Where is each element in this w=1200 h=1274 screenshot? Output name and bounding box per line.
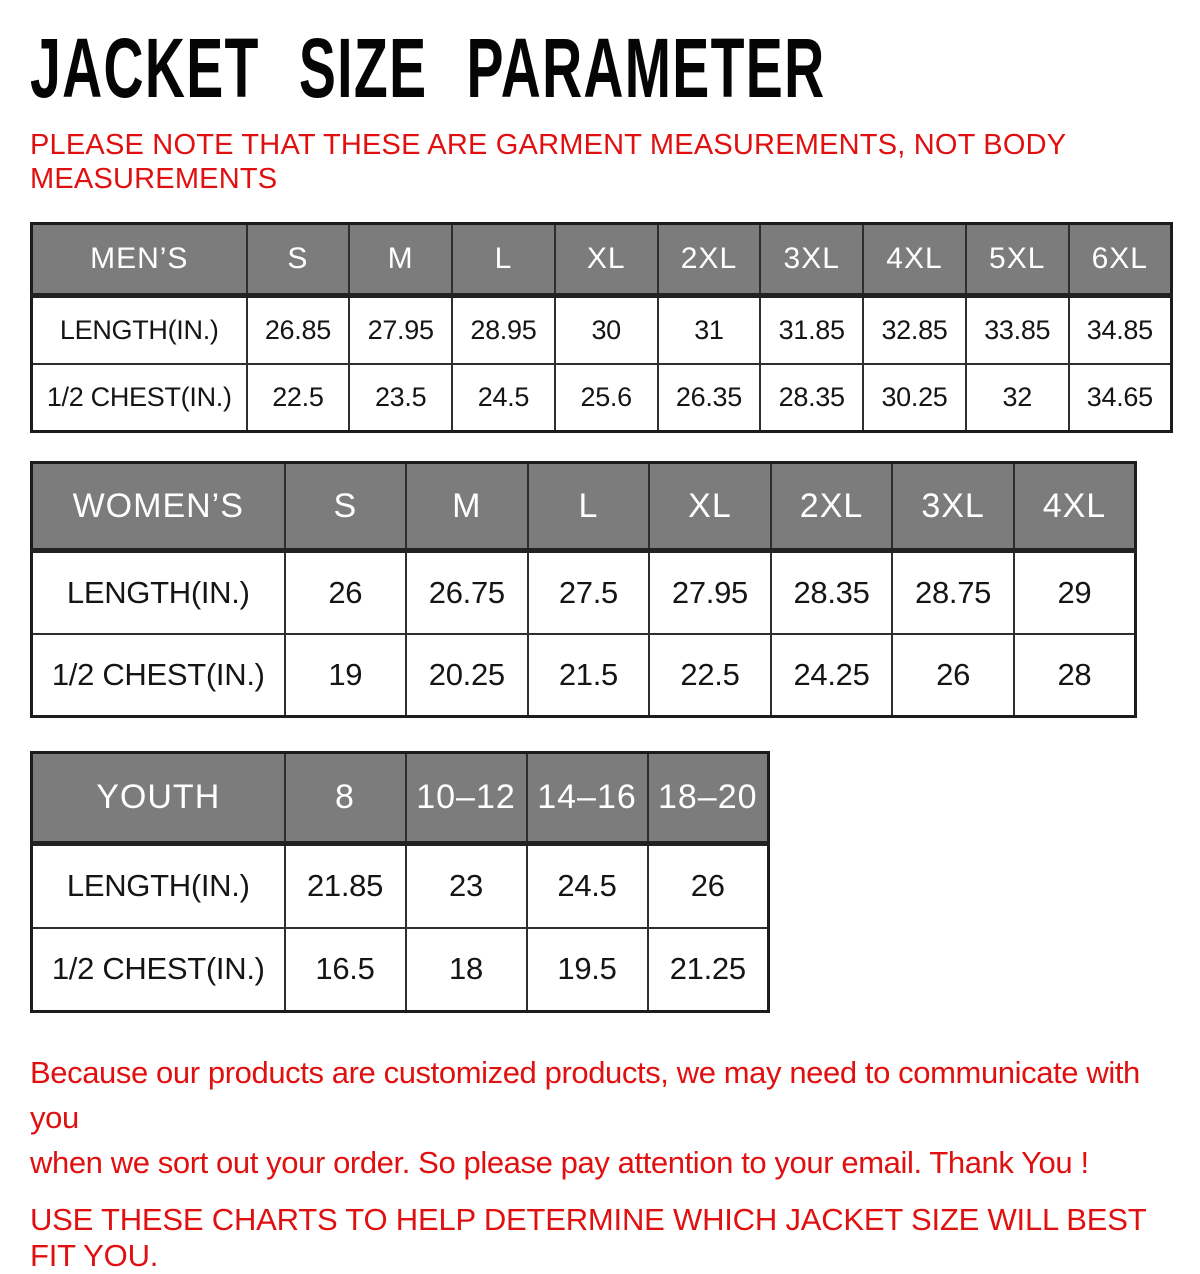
size-value-cell: 28.35	[760, 364, 863, 432]
size-header-cell: 4XL	[863, 224, 966, 296]
size-header-cell: L	[528, 463, 650, 551]
size-value-cell: 18	[406, 928, 527, 1012]
group-header-cell: YOUTH	[32, 753, 285, 844]
row-label: 1/2 CHEST(IN.)	[32, 928, 285, 1012]
size-value-cell: 32.85	[863, 296, 966, 364]
size-value-cell: 27.95	[649, 551, 771, 634]
table-row	[32, 364, 1172, 432]
customization-notice-line-1: Because our products are customized products, we may need to communicate with you	[30, 1055, 1140, 1135]
size-header-cell: 2XL	[658, 224, 761, 296]
note-line-2: MEASUREMENTS	[30, 163, 278, 195]
size-value-cell: 26	[285, 551, 407, 634]
womens-size-table	[30, 461, 1137, 718]
size-value-cell: 21.5	[528, 634, 650, 717]
customization-notice	[30, 1050, 1173, 1185]
row-label: LENGTH(IN.)	[32, 844, 285, 928]
header-row	[32, 224, 1172, 296]
size-value-cell: 30.25	[863, 364, 966, 432]
garment-measurement-note	[30, 128, 1173, 196]
size-value-cell: 19	[285, 634, 407, 717]
size-header-cell: 3XL	[892, 463, 1014, 551]
size-value-cell: 30	[555, 296, 658, 364]
size-value-cell: 27.95	[349, 296, 452, 364]
size-value-cell: 22.5	[247, 364, 350, 432]
youth-size-table	[30, 751, 770, 1013]
size-value-cell: 28.35	[771, 551, 893, 634]
size-value-cell: 26.35	[658, 364, 761, 432]
row-label: 1/2 CHEST(IN.)	[32, 364, 247, 432]
size-header-cell: S	[285, 463, 407, 551]
size-header-cell: 6XL	[1069, 224, 1172, 296]
note-line-1: PLEASE NOTE THAT THESE ARE GARMENT MEASUREMENTS, NOT BODY	[30, 129, 1067, 161]
size-header-cell: 8	[285, 753, 406, 844]
size-header-cell: M	[406, 463, 528, 551]
table-row	[32, 551, 1136, 634]
size-value-cell: 21.85	[285, 844, 406, 928]
page-title: JACKET SIZE PARAMETER	[30, 21, 826, 115]
row-label: LENGTH(IN.)	[32, 296, 247, 364]
size-header-cell: XL	[555, 224, 658, 296]
size-value-cell: 34.85	[1069, 296, 1172, 364]
size-value-cell: 29	[1014, 551, 1136, 634]
size-value-cell: 24.25	[771, 634, 893, 717]
size-header-cell: 14–16	[527, 753, 648, 844]
size-value-cell: 22.5	[649, 634, 771, 717]
size-header-cell: 10–12	[406, 753, 527, 844]
size-header-cell: M	[349, 224, 452, 296]
size-value-cell: 28.75	[892, 551, 1014, 634]
group-header-cell: MEN’S	[32, 224, 247, 296]
size-value-cell: 20.25	[406, 634, 528, 717]
size-value-cell: 24.5	[527, 844, 648, 928]
size-value-cell: 21.25	[648, 928, 769, 1012]
size-value-cell: 28.95	[452, 296, 555, 364]
size-value-cell: 26.75	[406, 551, 528, 634]
size-header-cell: 3XL	[760, 224, 863, 296]
size-value-cell: 25.6	[555, 364, 658, 432]
table-row	[32, 844, 769, 928]
size-header-cell: 2XL	[771, 463, 893, 551]
header-row	[32, 463, 1136, 551]
size-value-cell: 26.85	[247, 296, 350, 364]
row-label: 1/2 CHEST(IN.)	[32, 634, 285, 717]
size-header-cell: L	[452, 224, 555, 296]
chart-usage-hint: USE THESE CHARTS TO HELP DETERMINE WHICH JACKET SIZE WILL BEST FIT YOU.	[30, 1202, 1146, 1273]
size-header-cell: 18–20	[648, 753, 769, 844]
header-row	[32, 753, 769, 844]
size-value-cell: 23	[406, 844, 527, 928]
size-header-cell: S	[247, 224, 350, 296]
size-value-cell: 26	[892, 634, 1014, 717]
size-value-cell: 26	[648, 844, 769, 928]
customization-notice-line-2: when we sort out your order. So please pay attention to your email. Thank You !	[30, 1145, 1089, 1180]
table-row	[32, 928, 769, 1012]
table-row	[32, 296, 1172, 364]
row-label: LENGTH(IN.)	[32, 551, 285, 634]
size-value-cell: 32	[966, 364, 1069, 432]
size-value-cell: 19.5	[527, 928, 648, 1012]
size-value-cell: 16.5	[285, 928, 406, 1012]
size-value-cell: 23.5	[349, 364, 452, 432]
size-value-cell: 24.5	[452, 364, 555, 432]
size-header-cell: XL	[649, 463, 771, 551]
group-header-cell: WOMEN’S	[32, 463, 285, 551]
size-header-cell: 5XL	[966, 224, 1069, 296]
mens-size-table	[30, 222, 1173, 433]
size-value-cell: 34.65	[1069, 364, 1172, 432]
size-header-cell: 4XL	[1014, 463, 1136, 551]
size-value-cell: 31	[658, 296, 761, 364]
size-value-cell: 27.5	[528, 551, 650, 634]
size-value-cell: 31.85	[760, 296, 863, 364]
table-row	[32, 634, 1136, 717]
size-value-cell: 28	[1014, 634, 1136, 717]
size-value-cell: 33.85	[966, 296, 1069, 364]
